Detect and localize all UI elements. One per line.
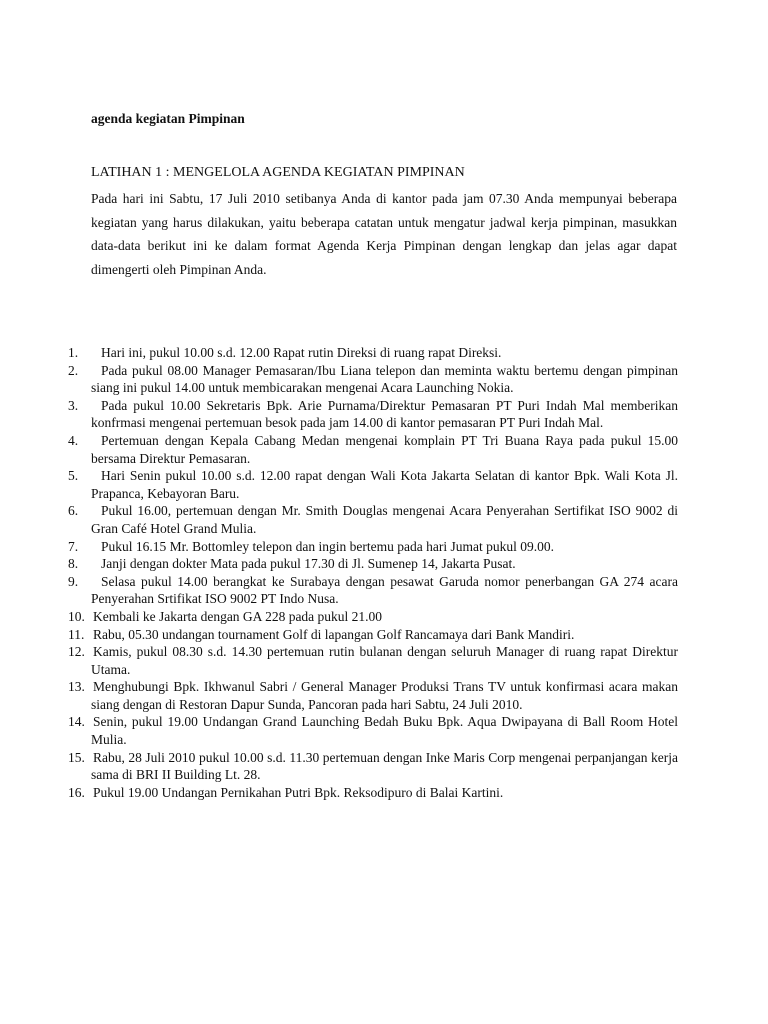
- document-title: agenda kegiatan Pimpinan: [91, 111, 245, 126]
- list-item: [68, 362, 678, 397]
- list-item-number: 10.: [68, 608, 85, 624]
- intro-paragraph: Pada hari ini Sabtu, 17 Juli 2010 setibanya Anda di kantor pada jam 07.30 Anda mempunyai beberapa kegiatan yang harus dilakukan, yaitu beberapa catatan untuk mengatur jadwal kerja pimpinan, masukkan data-data berikut ini ke dalam format Agenda Kerja Pimpinan dengan lengkap dan jelas agar dapat dimengerti oleh Pimpinan Anda.: [91, 191, 677, 277]
- list-item: [68, 344, 678, 362]
- list-item-number: 12.: [68, 644, 85, 660]
- list-item: [68, 713, 678, 748]
- list-item-number: 15.: [68, 749, 85, 765]
- list-item-text: Rabu, 28 Juli 2010 pukul 10.00 s.d. 11.30 pertemuan dengan Inke Maris Corp mengenai perpanjangan kerja sama di BRI II Building Lt. 28.: [91, 749, 678, 783]
- list-item-text: Senin, pukul 19.00 Undangan Grand Launching Bedah Buku Bpk. Aqua Dwipayana di Ball Room Hotel Mulia.: [91, 714, 678, 748]
- list-item: [68, 467, 678, 502]
- list-item-number: 6.: [68, 503, 79, 519]
- list-item: [68, 502, 678, 537]
- list-item-number: 3.: [68, 397, 79, 413]
- list-item: [68, 397, 678, 432]
- agenda-task-list: [68, 344, 678, 801]
- list-item-number: 2.: [68, 362, 79, 378]
- list-item-text: Janji dengan dokter Mata pada pukul 17.30 di Jl. Sumenep 14, Jakarta Pusat.: [101, 556, 516, 572]
- list-item: [68, 678, 678, 713]
- list-item-text: Kamis, pukul 08.30 s.d. 14.30 pertemuan rutin bulanan dengan seluruh Manager di ruang rapat Direktur Utama.: [91, 644, 678, 677]
- list-item-number: 5.: [68, 468, 79, 484]
- list-item-number: 4.: [68, 432, 79, 448]
- list-item-text: Pada pukul 10.00 Sekretaris Bpk. Arie Purnama/Direktur Pemasaran PT Puri Indah Mal memberikan konfrmasi mengenai pertemuan besok pada jam 14.00 di kantor pemasaran PT Puri Indah Mal.: [91, 397, 678, 431]
- list-item: [68, 573, 678, 608]
- list-item-text: Kembali ke Jakarta dengan GA 228 pada pukul 21.00: [93, 608, 383, 624]
- list-item: [68, 749, 678, 784]
- list-item-text: Pukul 16.00, pertemuan dengan Mr. Smith Douglas mengenai Acara Penyerahan Sertifikat ISO 9002 di Gran Café Hotel Grand Mulia.: [91, 503, 678, 536]
- list-item-number: 16.: [68, 784, 85, 800]
- list-item: [68, 784, 678, 802]
- list-item: [68, 538, 678, 556]
- list-item-text: Selasa pukul 14.00 berangkat ke Surabaya dengan pesawat Garuda nomor penerbangan GA 274 acara Penyerahan Srtifikat ISO 9002 PT Indo Nusa.: [91, 573, 678, 607]
- list-item: [68, 608, 678, 626]
- list-item: [68, 643, 678, 678]
- exercise-heading: LATIHAN 1 : MENGELOLA AGENDA KEGIATAN PIMPINAN: [91, 165, 465, 180]
- list-item-number: 1.: [68, 345, 79, 360]
- list-item-text: Menghubungi Bpk. Ikhwanul Sabri / General Manager Produksi Trans TV untuk konfirmasi acara makan siang dengan di Restoran Dapur Sunda, Pancoran pada hari Sabtu, 24 Juli 2010.: [91, 679, 678, 712]
- list-item-text: Rabu, 05.30 undangan tournament Golf di lapangan Golf Rancamaya dari Bank Mandiri.: [93, 626, 575, 642]
- list-item-number: 9.: [68, 573, 79, 589]
- list-item-text: Pada pukul 08.00 Manager Pemasaran/Ibu Liana telepon dan meminta waktu bertemu dengan pimpinan siang ini pukul 14.00 untuk membicarakan mengenai Acara Launching Nokia.: [91, 362, 678, 396]
- list-item-text: Hari Senin pukul 10.00 s.d. 12.00 rapat dengan Wali Kota Jakarta Selatan di kantor Bpk. Wali Kota Jl. Prapanca, Kebayoran Baru.: [91, 468, 678, 501]
- list-item-number: 13.: [68, 679, 85, 695]
- list-item: [68, 432, 678, 467]
- list-item-text: Hari ini, pukul 10.00 s.d. 12.00 Rapat rutin Direksi di ruang rapat Direksi.: [101, 345, 502, 360]
- list-item: [68, 555, 678, 573]
- list-item-number: 11.: [68, 626, 85, 642]
- list-item: [68, 626, 678, 644]
- list-item-text: Pertemuan dengan Kepala Cabang Medan mengenai komplain PT Tri Buana Raya pada pukul 15.00 bersama Direktur Pemasaran.: [91, 432, 678, 466]
- list-item-number: 7.: [68, 538, 79, 554]
- list-item-number: 14.: [68, 714, 85, 730]
- list-item-text: Pukul 16.15 Mr. Bottomley telepon dan ingin bertemu pada hari Jumat pukul 09.00.: [101, 538, 554, 554]
- list-item-text: Pukul 19.00 Undangan Pernikahan Putri Bpk. Reksodipuro di Balai Kartini.: [93, 784, 504, 800]
- list-item-number: 8.: [68, 556, 79, 572]
